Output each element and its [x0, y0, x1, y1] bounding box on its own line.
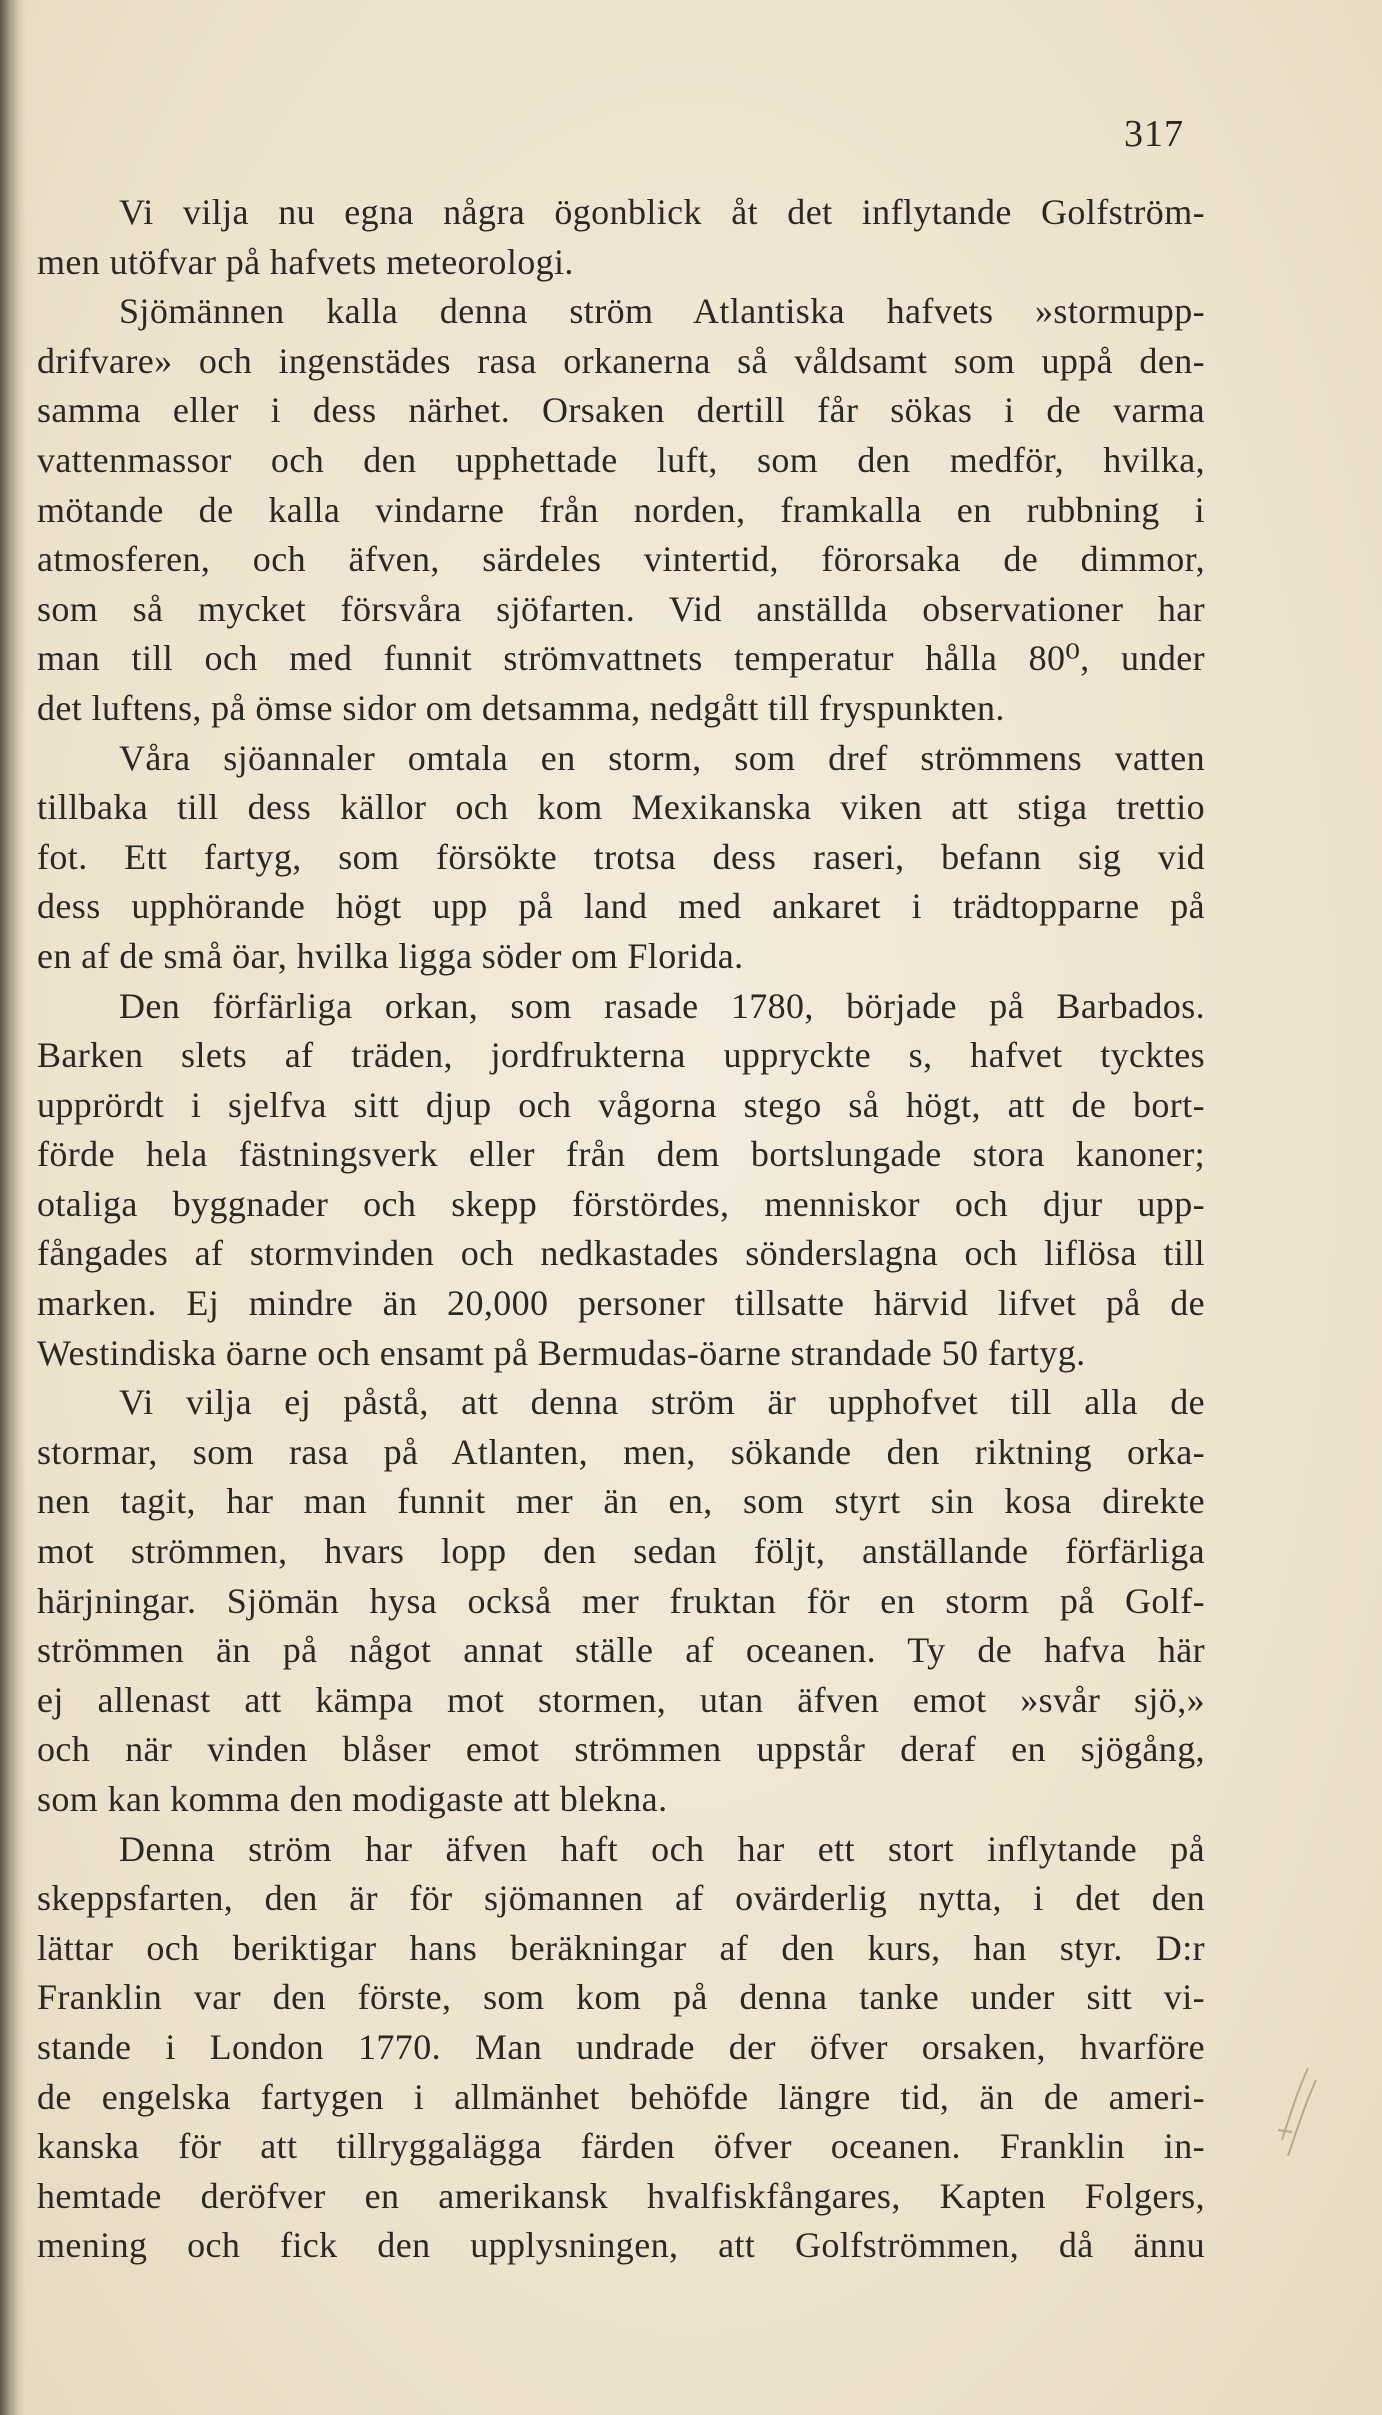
text-line: dess upphörande högt upp på land med ankaret i trädtopparne på	[37, 886, 1205, 927]
text-line: mening och fick den upplysningen, att Golfströmmen, då ännu	[37, 2225, 1205, 2266]
text-line: vattenmassor och den upphettade luft, som den medför, hvilka,	[37, 439, 1205, 480]
text-line: Denna ström har äfven haft och har ett stort inflytande på	[119, 1828, 1205, 1869]
text-line: Westindiska öarne och ensamt på Bermudas-öarne strandade 50 fartyg.	[37, 1332, 1086, 1373]
text-line: Vi vilja ej påstå, att denna ström är upphofvet till alla de	[119, 1382, 1205, 1423]
body-text	[37, 188, 1205, 2271]
text-line: marken. Ej mindre än 20,000 personer tillsatte härvid lifvet på de	[37, 1283, 1205, 1324]
text-line: de engelska fartygen i allmänhet behöfde längre tid, än de ameri-	[37, 2076, 1205, 2117]
text-line: en af de små öar, hvilka ligga söder om Florida.	[37, 935, 744, 976]
text-line: man till och med funnit strömvattnets temperatur hålla 80⁰, under	[37, 638, 1205, 679]
text-line: Franklin var den förste, som kom på denna tanke under sitt vi-	[37, 1977, 1205, 2018]
text-line: hemtade deröfver en amerikansk hvalfiskfångares, Kapten Folgers,	[37, 2175, 1205, 2216]
text-line: upprördt i sjelfva sitt djup och vågorna stego så högt, att de bort-	[37, 1084, 1205, 1125]
text-line: ej allenast att kämpa mot stormen, utan äfven emot »svår sjö,»	[37, 1679, 1205, 1720]
text-line: Sjömännen kalla denna ström Atlantiska hafvets »stormupp-	[119, 291, 1205, 332]
text-line: förde hela fästningsverk eller från dem bortslungade stora kanoner;	[37, 1134, 1205, 1175]
text-line: Våra sjöannaler omtala en storm, som dref strömmens vatten	[119, 737, 1205, 778]
text-line: som kan komma den modigaste att blekna.	[37, 1779, 668, 1819]
binding-edge	[0, 0, 26, 2415]
page-number: 317	[1124, 113, 1184, 155]
text-line: atmosferen, och äfven, särdeles vintertid, förorsaka de dimmor,	[37, 539, 1205, 580]
text-line: Barken slets af träden, jordfrukterna uppryckte s, hafvet tycktes	[37, 1035, 1205, 1076]
text-line: samma eller i dess närhet. Orsaken dertill får sökas i de varma	[37, 390, 1205, 431]
text-line: nen tagit, har man funnit mer än en, som styrt sin kosa direkte	[37, 1481, 1205, 1522]
text-line: men utöfvar på hafvets meteorologi.	[37, 241, 574, 282]
text-line: skeppsfarten, den är för sjömannen af ovärderlig nytta, i det den	[37, 1878, 1205, 1919]
text-line: otaliga byggnader och skepp förstördes, menniskor och djur upp-	[37, 1183, 1205, 1224]
text-line: det luftens, på ömse sidor om detsamma, nedgått till fryspunkten.	[37, 687, 1005, 728]
text-line: och när vinden blåser emot strömmen uppstår deraf en sjögång,	[37, 1729, 1205, 1770]
text-line: Vi vilja nu egna några ögonblick åt det inflytande Golfström-	[119, 192, 1205, 232]
text-line: mot strömmen, hvars lopp den sedan följt, anställande förfärliga	[37, 1531, 1205, 1572]
text-line: drifvare» och ingenstädes rasa orkanerna så våldsamt som uppå den-	[37, 340, 1205, 381]
pencil-mark-icon	[1268, 2060, 1328, 2180]
text-line: lättar och beriktigar hans beräkningar af den kurs, han styr. D:r	[37, 1927, 1205, 1968]
text-line: som så mycket försvåra sjöfarten. Vid anställda observationer har	[37, 588, 1205, 629]
text-line: tillbaka till dess källor och kom Mexikanska viken att stiga trettio	[37, 787, 1205, 828]
text-line: strömmen än på något annat ställe af oceanen. Ty de hafva här	[37, 1630, 1205, 1671]
text-line: fångades af stormvinden och nedkastades sönderslagna och liflösa till	[37, 1233, 1205, 1274]
text-line: fot. Ett fartyg, som försökte trotsa dess raseri, befann sig vid	[37, 836, 1205, 877]
text-line: stande i London 1770. Man undrade der öfver orsaken, hvarföre	[37, 2026, 1205, 2067]
text-line: härjningar. Sjömän hysa också mer fruktan för en storm på Golf-	[37, 1580, 1205, 1621]
text-line: stormar, som rasa på Atlanten, men, sökande den riktning orka-	[37, 1431, 1205, 1472]
text-line: Den förfärliga orkan, som rasade 1780, började på Barbados.	[119, 985, 1205, 1026]
text-line: kanska för att tillryggalägga färden öfver oceanen. Franklin in-	[37, 2126, 1205, 2167]
text-line: mötande de kalla vindarne från norden, framkalla en rubbning i	[37, 489, 1205, 530]
